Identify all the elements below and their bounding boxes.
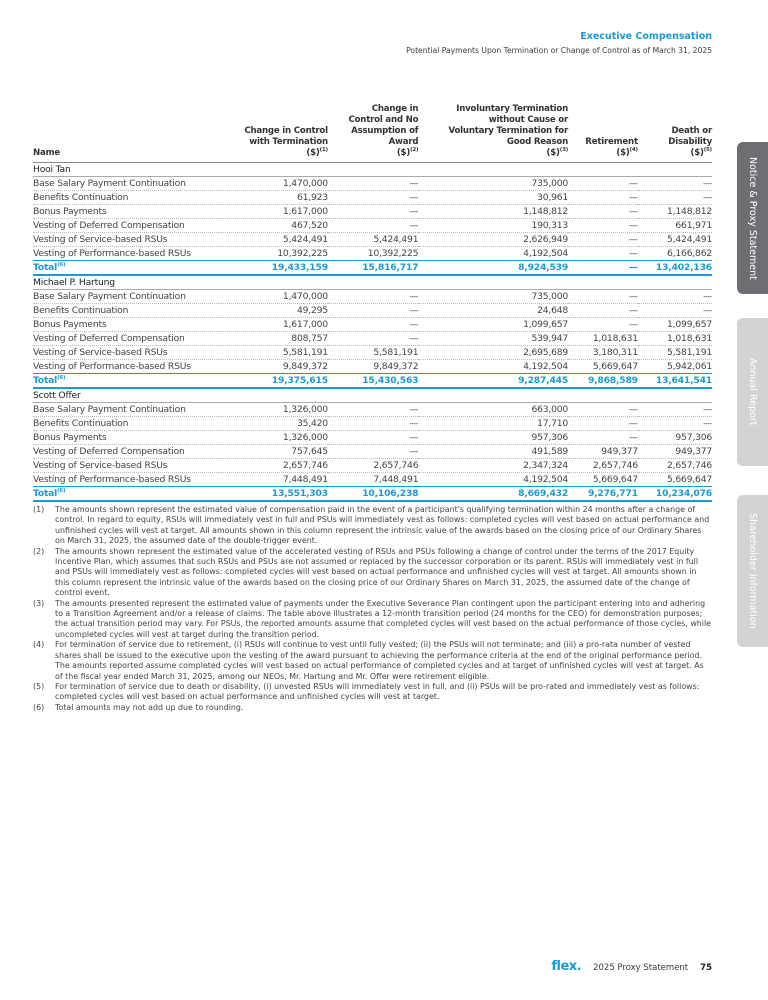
row-label: Vesting of Service-based RSUs [33, 233, 221, 247]
footnote-ref: (6) [57, 374, 66, 381]
column-header-line: Good Reason [506, 137, 569, 147]
value-cell: — [638, 304, 712, 318]
footnote [33, 640, 713, 682]
side-tab-label: Notice & Proxy Statement [747, 156, 758, 280]
value-cell: — [328, 177, 418, 191]
value-cell: — [328, 219, 418, 233]
value-cell: 2,626,949 [418, 233, 568, 247]
value-cell: 4,192,504 [418, 360, 568, 374]
column-header-line: Change in [371, 104, 419, 114]
value-cell: — [328, 304, 418, 318]
total-text: 10,106,238 [362, 487, 419, 499]
column-header-line: without Cause or [488, 115, 569, 125]
value-cell: 5,581,191 [221, 346, 328, 360]
value-cell: — [568, 219, 638, 233]
value-cell: 467,520 [221, 219, 328, 233]
value-cell: 491,589 [418, 445, 568, 459]
row-label: Benefits Continuation [33, 417, 221, 431]
column-header-line: Retirement [585, 137, 638, 147]
value-cell: 4,192,504 [418, 247, 568, 261]
total-text: Total [33, 374, 58, 386]
column-header-line: ($) [306, 148, 320, 158]
value-cell: — [328, 318, 418, 332]
column-header-line: Award [388, 137, 419, 147]
column-header [221, 104, 328, 163]
value-cell: 2,695,689 [418, 346, 568, 360]
document-name: 2025 Proxy Statement [593, 963, 689, 973]
value-cell: 1,099,657 [418, 318, 568, 332]
value-cell: 1,326,000 [221, 431, 328, 445]
value-cell: 5,424,491 [328, 233, 418, 247]
total-row [33, 261, 712, 276]
person-row [33, 275, 712, 290]
total-value [418, 261, 568, 276]
value-cell: 949,377 [638, 445, 712, 459]
column-header-line: ($) [616, 148, 630, 158]
value-cell: — [328, 445, 418, 459]
total-value [638, 261, 712, 276]
value-cell: 1,018,631 [638, 332, 712, 346]
column-header-line: Death or [671, 126, 712, 136]
total-text: 9,276,771 [587, 487, 638, 499]
page-subtitle: Potential Payments Upon Termination or Change of Control as of March 31, 2025 [406, 46, 712, 55]
value-cell: — [328, 417, 418, 431]
footnote-text: For termination of service due to retirement, (i) RSUs will continue to vest until fully vested; (ii) the PSUs will not terminate; and (iii) a pro-rata number of vested shares shall be issued to the executive upon the vesting of the award pursuant to achieving the performance criteria at the end of the original performance period. The amounts reported assume completed cycles will vest based on actual performance of completed cycles and at target of unfinished cycles will vest at target. As of the fiscal year ended March 31, 2025, among our NEOs, Mr. Hartung and Mr. Offer were retirement eligible. [55, 640, 704, 681]
column-header-line: Involuntary Termination [456, 104, 569, 114]
footnote [33, 703, 713, 713]
value-cell: 808,757 [221, 332, 328, 346]
footnotes [33, 505, 713, 713]
row-label: Bonus Payments [33, 318, 221, 332]
value-cell: 10,392,225 [221, 247, 328, 261]
total-text: 15,816,717 [362, 261, 419, 273]
person-row [33, 163, 712, 177]
value-cell: — [568, 403, 638, 417]
value-cell: — [568, 431, 638, 445]
total-text: 10,234,076 [655, 487, 712, 499]
value-cell: — [638, 290, 712, 304]
total-text: 13,551,303 [271, 487, 328, 499]
table-row [33, 332, 712, 346]
table-row [33, 247, 712, 261]
value-cell: 2,347,324 [418, 459, 568, 473]
table-row [33, 177, 712, 191]
value-cell: 9,849,372 [328, 360, 418, 374]
value-cell: 5,942,061 [638, 360, 712, 374]
table-row [33, 191, 712, 205]
total-value [221, 261, 328, 276]
value-cell: — [638, 177, 712, 191]
row-label: Base Salary Payment Continuation [33, 403, 221, 417]
value-cell: 735,000 [418, 290, 568, 304]
total-value [221, 374, 328, 389]
row-label: Vesting of Performance-based RSUs [33, 473, 221, 487]
footnote-ref: (6) [57, 261, 66, 268]
total-text: 8,669,432 [518, 487, 569, 499]
value-cell: 7,448,491 [221, 473, 328, 487]
value-cell: 61,923 [221, 191, 328, 205]
value-cell: 9,849,372 [221, 360, 328, 374]
column-header-line: Disability [668, 137, 712, 147]
value-cell: 2,657,746 [221, 459, 328, 473]
total-value [328, 487, 418, 502]
column-header-line: with Termination [249, 137, 328, 147]
value-cell: 24,648 [418, 304, 568, 318]
table-row [33, 318, 712, 332]
termination-payments-table [33, 104, 712, 502]
total-text: 15,430,563 [362, 374, 419, 386]
value-cell: 539,947 [418, 332, 568, 346]
value-cell: — [328, 205, 418, 219]
flex-logo: flex. [551, 959, 582, 974]
footnote [33, 599, 713, 641]
row-label: Base Salary Payment Continuation [33, 177, 221, 191]
value-cell: 5,669,647 [568, 473, 638, 487]
total-label [33, 261, 221, 276]
value-cell: — [568, 205, 638, 219]
value-cell: — [568, 304, 638, 318]
value-cell: 2,657,746 [328, 459, 418, 473]
side-tab-annual-report[interactable] [737, 318, 768, 466]
page-footer [551, 960, 712, 975]
value-cell: — [328, 290, 418, 304]
value-cell: 757,645 [221, 445, 328, 459]
value-cell: — [568, 191, 638, 205]
value-cell: — [328, 191, 418, 205]
footnote-ref: (1) [319, 147, 328, 154]
table-row [33, 219, 712, 233]
table-row [33, 205, 712, 219]
footnote-number: (2) [33, 546, 45, 556]
value-cell: 5,669,647 [568, 360, 638, 374]
footnote-number: (5) [33, 681, 45, 691]
side-tab-label: Shareholder Information [747, 513, 758, 629]
value-cell: — [638, 403, 712, 417]
total-value [328, 261, 418, 276]
total-text: 13,641,541 [655, 374, 712, 386]
row-label: Vesting of Performance-based RSUs [33, 360, 221, 374]
value-cell: 661,971 [638, 219, 712, 233]
total-text: 8,924,539 [518, 261, 569, 273]
total-value [568, 374, 638, 389]
footnote [33, 505, 713, 547]
row-label: Benefits Continuation [33, 191, 221, 205]
table-row [33, 346, 712, 360]
person-name: Michael P. Hartung [33, 275, 712, 290]
value-cell: — [638, 191, 712, 205]
column-header [33, 104, 221, 163]
value-cell: 5,581,191 [328, 346, 418, 360]
value-cell: — [568, 177, 638, 191]
column-header-line: Assumption of [351, 126, 419, 136]
total-text: 9,868,589 [587, 374, 638, 386]
side-tab-label: Annual Report [747, 358, 758, 426]
value-cell: — [638, 417, 712, 431]
row-label: Vesting of Performance-based RSUs [33, 247, 221, 261]
total-text: 9,287,445 [518, 374, 569, 386]
table-row [33, 445, 712, 459]
value-cell: 1,099,657 [638, 318, 712, 332]
total-text: Total [33, 487, 58, 499]
table-row [33, 360, 712, 374]
column-header-line: ($) [546, 148, 560, 158]
footnote-ref: (2) [410, 147, 419, 154]
value-cell: 4,192,504 [418, 473, 568, 487]
value-cell: — [328, 332, 418, 346]
row-label: Base Salary Payment Continuation [33, 290, 221, 304]
table-row [33, 304, 712, 318]
column-header-line: ($) [690, 148, 704, 158]
value-cell: 957,306 [418, 431, 568, 445]
total-label [33, 487, 221, 502]
side-tab-notice-proxy-statement[interactable] [737, 142, 768, 294]
column-header-line: Change in Control [244, 126, 328, 136]
column-header-line: Voluntary Termination for [448, 126, 569, 136]
value-cell: 1,470,000 [221, 177, 328, 191]
value-cell: 10,392,225 [328, 247, 418, 261]
person-row [33, 388, 712, 403]
total-row [33, 487, 712, 502]
footnote-ref: (4) [629, 147, 638, 154]
value-cell: 1,470,000 [221, 290, 328, 304]
column-header-line: Control and No [348, 115, 419, 125]
table-row [33, 431, 712, 445]
value-cell: — [568, 417, 638, 431]
footnote-text: Total amounts may not add up due to rounding. [55, 702, 244, 712]
value-cell: — [328, 403, 418, 417]
value-cell: 663,000 [418, 403, 568, 417]
value-cell: 5,424,491 [638, 233, 712, 247]
footnote [33, 547, 713, 599]
column-header-line: ($) [396, 148, 411, 158]
total-text: — [628, 261, 638, 273]
total-value [221, 487, 328, 502]
footnote-number: (1) [33, 505, 45, 514]
row-label: Vesting of Service-based RSUs [33, 459, 221, 473]
total-label [33, 374, 221, 389]
column-header [418, 104, 568, 163]
value-cell: 6,166,862 [638, 247, 712, 261]
footnote-text: For termination of service due to death or disability, (i) unvested RSUs will immediately vest in full, and (ii) PSUs will be pro-rated and immediately vest as follows: completed cycles will vest based on actual performance and unfinished cycles will vest at target. [55, 681, 700, 702]
value-cell: 5,581,191 [638, 346, 712, 360]
row-label: Vesting of Deferred Compensation [33, 332, 221, 346]
row-label: Vesting of Service-based RSUs [33, 346, 221, 360]
column-header [328, 104, 418, 163]
total-value [638, 374, 712, 389]
footnote-ref: (5) [703, 147, 712, 154]
total-value [418, 374, 568, 389]
value-cell: 17,710 [418, 417, 568, 431]
value-cell: 1,326,000 [221, 403, 328, 417]
total-text: 13,402,136 [655, 261, 712, 273]
total-value [328, 374, 418, 389]
value-cell: 190,313 [418, 219, 568, 233]
table-row [33, 233, 712, 247]
row-label: Bonus Payments [33, 431, 221, 445]
table-row [33, 473, 712, 487]
value-cell: — [568, 318, 638, 332]
value-cell: 1,018,631 [568, 332, 638, 346]
footnote-ref: (3) [559, 147, 569, 154]
value-cell: — [328, 431, 418, 445]
value-cell: 30,961 [418, 191, 568, 205]
table-row [33, 403, 712, 417]
person-name: Hooi Tan [33, 163, 712, 177]
row-label: Vesting of Deferred Compensation [33, 445, 221, 459]
footnote-number: (3) [33, 598, 45, 608]
total-value [568, 487, 638, 502]
table-row [33, 417, 712, 431]
footnote-text: The amounts shown represent the estimated value of compensation paid in the event of a participant's qualifying termination within 24 months after a change of control. In regard to equity, RSUs will immediately vest in full and PSUs will immediately vest as follows: completed cycles will vest based on actual performance and unfinished cycles will vest at target. All amounts shown in this column represent the intrinsic value of the awards based on the closing price of our Ordinary Shares on March 31, 2025, the assumed date of the double-trigger event. [55, 505, 710, 546]
total-text: 19,375,615 [271, 374, 328, 386]
column-header [638, 104, 712, 163]
value-cell: — [568, 290, 638, 304]
footnote-ref: (6) [57, 487, 66, 494]
value-cell: 957,306 [638, 431, 712, 445]
section-title: Executive Compensation [580, 31, 712, 42]
side-tab-shareholder-information[interactable] [737, 495, 768, 647]
total-text: 19,433,159 [271, 261, 328, 273]
value-cell: 1,148,812 [418, 205, 568, 219]
value-cell: 5,424,491 [221, 233, 328, 247]
table-row [33, 290, 712, 304]
value-cell: 1,148,812 [638, 205, 712, 219]
value-cell: 2,657,746 [638, 459, 712, 473]
row-label: Bonus Payments [33, 205, 221, 219]
value-cell: 1,617,000 [221, 318, 328, 332]
value-cell: 735,000 [418, 177, 568, 191]
table-row [33, 459, 712, 473]
row-label: Benefits Continuation [33, 304, 221, 318]
value-cell: 2,657,746 [568, 459, 638, 473]
footnote-text: The amounts presented represent the estimated value of payments under the Executive Severance Plan contingent upon the participant entering into and adhering to a Transition Agreement and/or a release of claims. The table above illustrates a 12-month transition period (24 months for the CEO) for demonstration purposes; the actual transition period may vary. For PSUs, the reported amounts assume that completed cycles will vest based on the actual performance of those cycles, while uncompleted cycles will vest at target during the transition period. [55, 598, 712, 639]
value-cell: 3,180,311 [568, 346, 638, 360]
footnote-number: (4) [33, 640, 45, 650]
row-label: Vesting of Deferred Compensation [33, 219, 221, 233]
value-cell: 7,448,491 [328, 473, 418, 487]
footnote [33, 682, 713, 703]
total-value [418, 487, 568, 502]
value-cell: 5,669,647 [638, 473, 712, 487]
total-text: Total [33, 261, 58, 273]
page-number: 75 [700, 963, 712, 973]
person-name: Scott Offer [33, 388, 712, 403]
total-value [568, 261, 638, 276]
value-cell: 1,617,000 [221, 205, 328, 219]
value-cell: 35,420 [221, 417, 328, 431]
column-header [568, 104, 638, 163]
value-cell: 949,377 [568, 445, 638, 459]
footnote-number: (6) [33, 702, 45, 712]
main-content [33, 104, 712, 713]
total-row [33, 374, 712, 389]
column-header-line: Name [33, 148, 60, 158]
total-value [638, 487, 712, 502]
footnote-text: The amounts shown represent the estimated value of the accelerated vesting of RSUs and PSUs following a change of control under the terms of the 2017 Equity Incentive Plan, which assumes that such RSUs and PSUs are not assumed or replaced by the successor corporation or its parent. RSUs will immediately vest in full and PSUs will immediately vest as follows: completed cycles will vest based on actual performance and unfinished cycles will vest at target. All amounts shown in this column represent the intrinsic value of the awards based on the closing price of our Ordinary Shares on March 31, 2025, the assumed date of the change of control event. [55, 546, 699, 598]
value-cell: — [568, 233, 638, 247]
value-cell: 49,295 [221, 304, 328, 318]
value-cell: — [568, 247, 638, 261]
